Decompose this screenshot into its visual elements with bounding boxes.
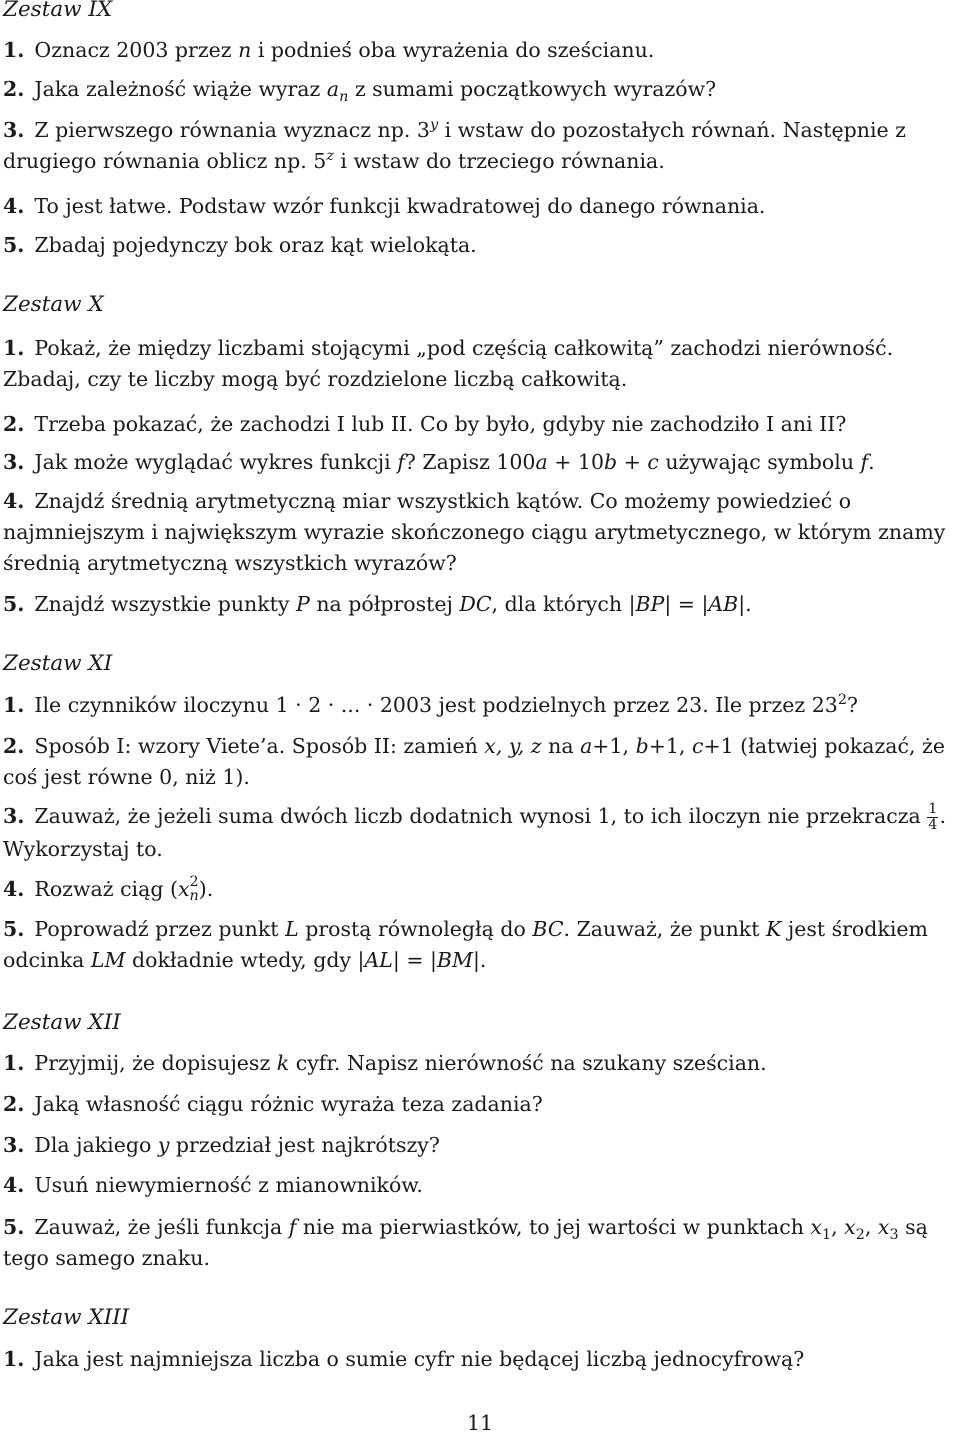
set-title: Zestaw IX [3,0,113,22]
hint-item: 4. Usuń niewymierność z mianowników. [3,1173,423,1197]
hint-item: 4. To jest łatwe. Podstaw wzór funkcji kwadratowej do danego równania. [3,194,766,218]
set-title: Zestaw X [3,292,104,317]
hint-item: 2. Trzeba pokazać, że zachodzi I lub II. Co by było, gdyby nie zachodziło I ani II? [3,412,847,436]
hint-item: 2. Jaka zależność wiąże wyraz $a_n$ z sumami początkowych wyrazów? [3,77,717,106]
set-title: Zestaw XII [3,1010,121,1035]
hint-item: 3. Zauważ, że jeżeli suma dwóch liczb dodatnich wynosi 1, to ich iloczyn nie przekracza $\frac{1}{4}$ . Wykorzystaj to. [3,801,946,861]
hint-item: 4. Rozważ ciąg (x 2 n ). [3,873,214,905]
hint-item: 3. Jak może wyglądać wykres funkcji f? Zapisz 100a + 10b + c używając symbolu f. [3,450,875,474]
hint-item: 1. Przyjmij, że dopisujesz k cyfr. Napisz nierówność na szukany sześcian. [3,1051,767,1075]
fraction: $\frac{1}{4}$ [928,801,938,834]
hint-item: 5. Zbadaj pojedynczy bok oraz kąt wielokąta. [3,233,477,257]
hint-item: 3. Z pierwszego równania wyznacz np. 3$^y$ i wstaw do pozostałych równań. Następnie z drugiego równania oblicz np. 5$^z$ i wstaw do trzeciego równania. [3,117,906,173]
hint-item: 5. Poprowadź przez punkt L prostą równoległą do BC. Zauważ, że punkt K jest środkiem odcinka LM dokładnie wtedy, gdy |AL| = |BM|. [3,917,928,972]
hint-item: 1. Pokaż, że między liczbami stojącymi „pod częścią całkowitą” zachodzi nierówność. Zbadaj, czy te liczby mogą być rozdzielone liczbą całkowitą. [3,336,894,391]
hint-item: 1. Ile czynników iloczynu 1 · 2 · ... · 2003 jest podzielnych przez 23. Ile przez $23^2$? [3,692,858,717]
set-title: Zestaw XIII [3,1305,130,1330]
hint-item: 4. Znajdź średnią arytmetyczną miar wszystkich kątów. Co możemy powiedzieć o najmniejszym i największym wyrazie skończonego ciągu arytmetycznego, w którym znamy średnią arytmetyczną wszystkich wyrazów? [3,489,946,575]
hint-item: 5. Znajdź wszystkie punkty P na półprostej DC, dla których |BP| = |AB|. [3,592,752,616]
hint-item: 2. Sposób I: wzory Viete’a. Sposób II: zamień x, y, z na a+1, b+1, c+1 (łatwiej pokazać, że coś jest równe 0, niż 1). [3,734,945,789]
hint-item: 5. Zauważ, że jeśli funkcja f nie ma pierwiastków, to jej wartości w punktach $x_1$, $x_2$, $x_3$ są tego samego znaku. [3,1215,928,1270]
hint-item: 1. Oznacz 2003 przez n i podnieś oba wyrażenia do sześcianu. [3,38,655,62]
hint-item: 3. Dla jakiego y przedział jest najkrótszy? [3,1133,440,1157]
hint-item: 2. Jaką własność ciągu różnic wyraża teza zadania? [3,1092,543,1116]
hint-item: 1. Jaka jest najmniejsza liczba o sumie cyfr nie będącej liczbą jednocyfrową? [3,1347,805,1371]
page-number: 11 [466,1411,494,1435]
set-title: Zestaw XI [3,651,113,676]
